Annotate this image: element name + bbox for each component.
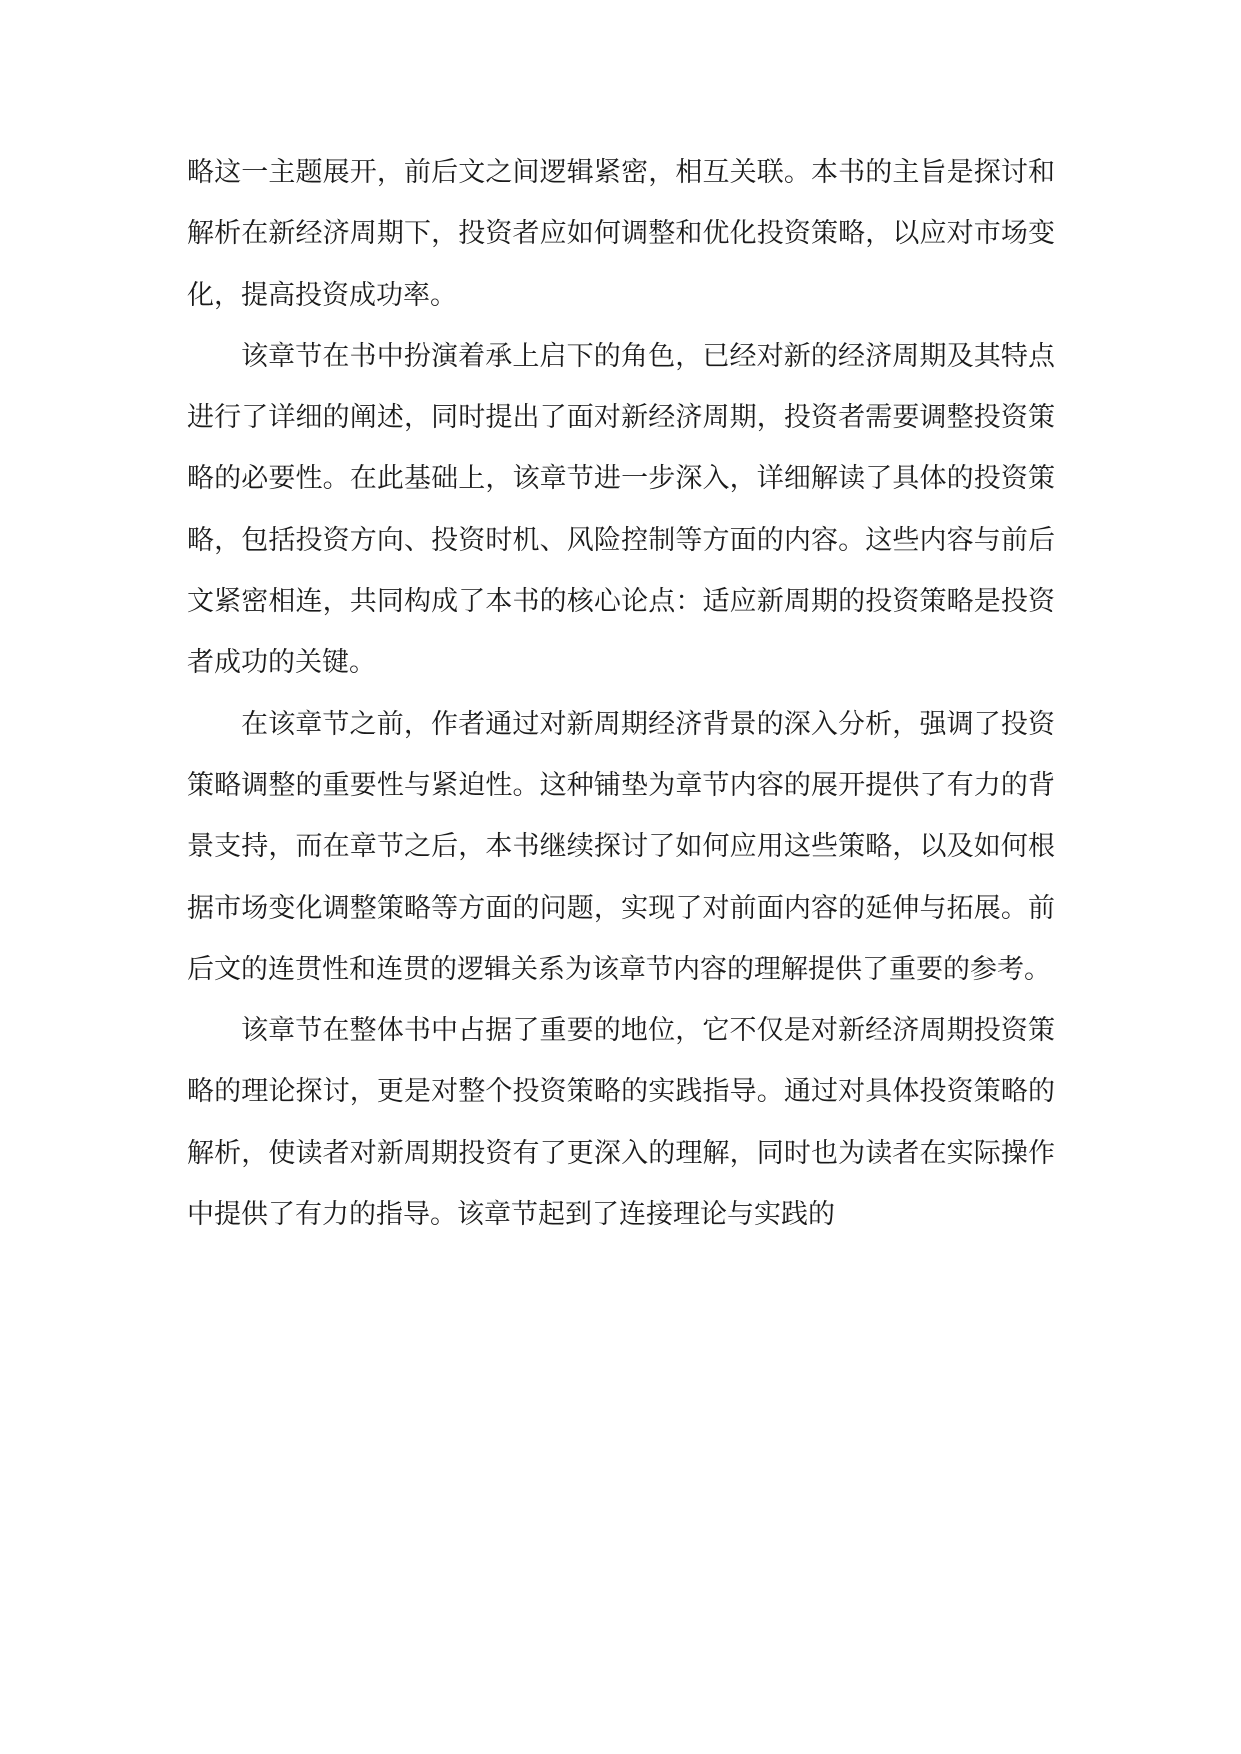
paragraph-chapter-importance: 该章节在整体书中占据了重要的地位，它不仅是对新经济周期投资策略的理论探讨，更是对整个投资策略的实践指导。通过对具体投资策略的解析，使读者对新周期投资有了更深入的理解，同时也为读者在实际操作中提供了有力的指导。该章节起到了连接理论与实践的 [187, 1015, 1055, 1231]
paragraph-continuation: 略这一主题展开，前后文之间逻辑紧密，相互关联。本书的主旨是探讨和解析在新经济周期下，投资者应如何调整和优化投资策略，以应对市场变化，提高投资成功率。 [187, 157, 1055, 311]
paragraph-chapter-context: 在该章节之前，作者通过对新周期经济背景的深入分析，强调了投资策略调整的重要性与紧迫性。这种铺垫为章节内容的展开提供了有力的背景支持，而在章节之后，本书继续探讨了如何应用这些策略，以及如何根据市场变化调整策略等方面的问题，实现了对前面内容的延伸与拓展。前后文的连贯性和连贯的逻辑关系为该章节内容的理解提供了重要的参考。 [187, 708, 1055, 985]
body-text [187, 142, 1055, 1245]
paragraph-chapter-role: 该章节在书中扮演着承上启下的角色，已经对新的经济周期及其特点进行了详细的阐述，同时提出了面对新经济周期，投资者需要调整投资策略的必要性。在此基础上，该章节进一步深入，详细解读了具体的投资策略，包括投资方向、投资时机、风险控制等方面的内容。这些内容与前后文紧密相连，共同构成了本书的核心论点：适应新周期的投资策略是投资者成功的关键。 [187, 340, 1055, 679]
